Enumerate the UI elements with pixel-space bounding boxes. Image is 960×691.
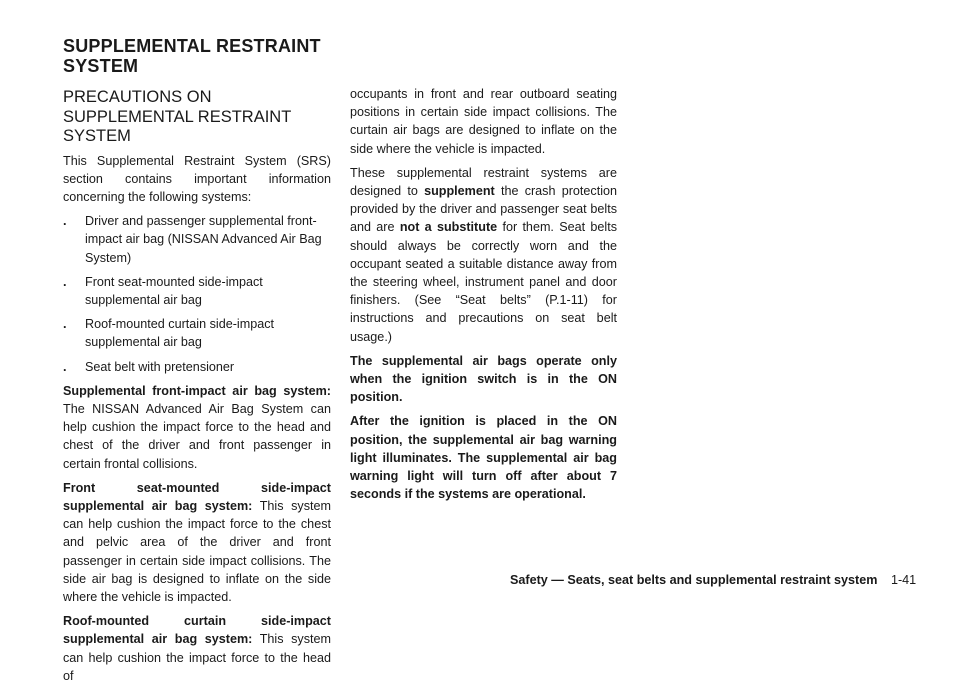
right-column [350, 85, 617, 509]
front-airbag-text: The NISSAN Advanced Air Bag System can help cushion the impact force to the head and chest of the driver and front passenger in certain frontal collisions. [63, 401, 331, 471]
supplement-text-a: These supplemental restraint systems are designed to [350, 165, 617, 199]
list-item-text: Seat belt with pretensioner [85, 359, 235, 374]
list-item [63, 315, 331, 351]
bullet-marker: . [63, 359, 67, 374]
list-item [63, 273, 331, 309]
intro-paragraph: This Supplemental Restraint System (SRS) section contains important information concerning the following systems: [63, 153, 331, 204]
chapter-title: Safety — Seats, seat belts and supplemental restraint system [510, 573, 878, 587]
supplement-text-c: for them. Seat belts should always be correctly worn and the occupant seated a suitable distance away from the steering wheel, instrument panel and door finishers. (See “Seat belts” (P.1-11) for instructions and precautions on seat belt usage.) [350, 220, 618, 344]
list-item [63, 212, 331, 267]
bullet-marker: . [63, 317, 67, 332]
section-title: SUPPLEMENTAL RESTRAINT SYSTEM [63, 36, 321, 76]
curtain-airbag-text: This system can help cushion the impact force to the head of [63, 632, 331, 683]
bullet-marker: . [63, 274, 67, 289]
ignition-warning: The supplemental air bags operate only when the ignition switch is in the ON position. [350, 353, 617, 405]
side-airbag-paragraph [63, 479, 331, 606]
list-item-text: Driver and passenger supplemental front-impact air bag (NISSAN Advanced Air Bag System) [85, 214, 322, 265]
curtain-airbag-label: Roof-mounted curtain side-impact supplemental air bag system: [63, 614, 331, 647]
supplement-emphasis: supplement [424, 184, 495, 199]
supplement-text-b: the crash protection provided by the driver and passenger seat belts and are [350, 184, 618, 235]
page-number: 1-41 [890, 573, 917, 587]
side-airbag-text: This system can help cushion the impact force to the chest and pelvic area of the driver and front passenger in certain side impact collisions. The side air bag is designed to inflate on the side where the vehicle is impacted. [63, 498, 331, 604]
side-airbag-label: Front seat-mounted side-impact supplemental air bag system: [63, 480, 331, 513]
precautions-heading: PRECAUTIONS ON SUPPLEMENTAL RESTRAINT SYSTEM [63, 88, 291, 145]
list-item-text: Roof-mounted curtain side-impact supplemental air bag [85, 317, 274, 350]
not-substitute-emphasis: not a substitute [399, 220, 498, 235]
page-footer [510, 573, 920, 587]
left-column [63, 88, 331, 691]
warning-light-note: After the ignition is placed in the ON position, the supplemental air bag warning light illuminates. The supplemental air bag warning light will turn off after about 7 seconds if the systems are operational. [350, 414, 617, 502]
list-item-text: Front seat-mounted side-impact supplemental air bag [85, 274, 263, 307]
curtain-airbag-paragraph [63, 612, 331, 685]
list-item [63, 358, 331, 376]
bullet-marker: . [63, 214, 67, 229]
continuation-paragraph: occupants in front and rear outboard seating positions in certain side impact collisions. The curtain air bags are designed to inflate on the side where the vehicle is impacted. [350, 87, 617, 156]
front-airbag-paragraph [63, 382, 331, 473]
supplement-paragraph [350, 164, 617, 346]
front-airbag-label: Supplemental front-impact air bag system: [63, 383, 331, 398]
